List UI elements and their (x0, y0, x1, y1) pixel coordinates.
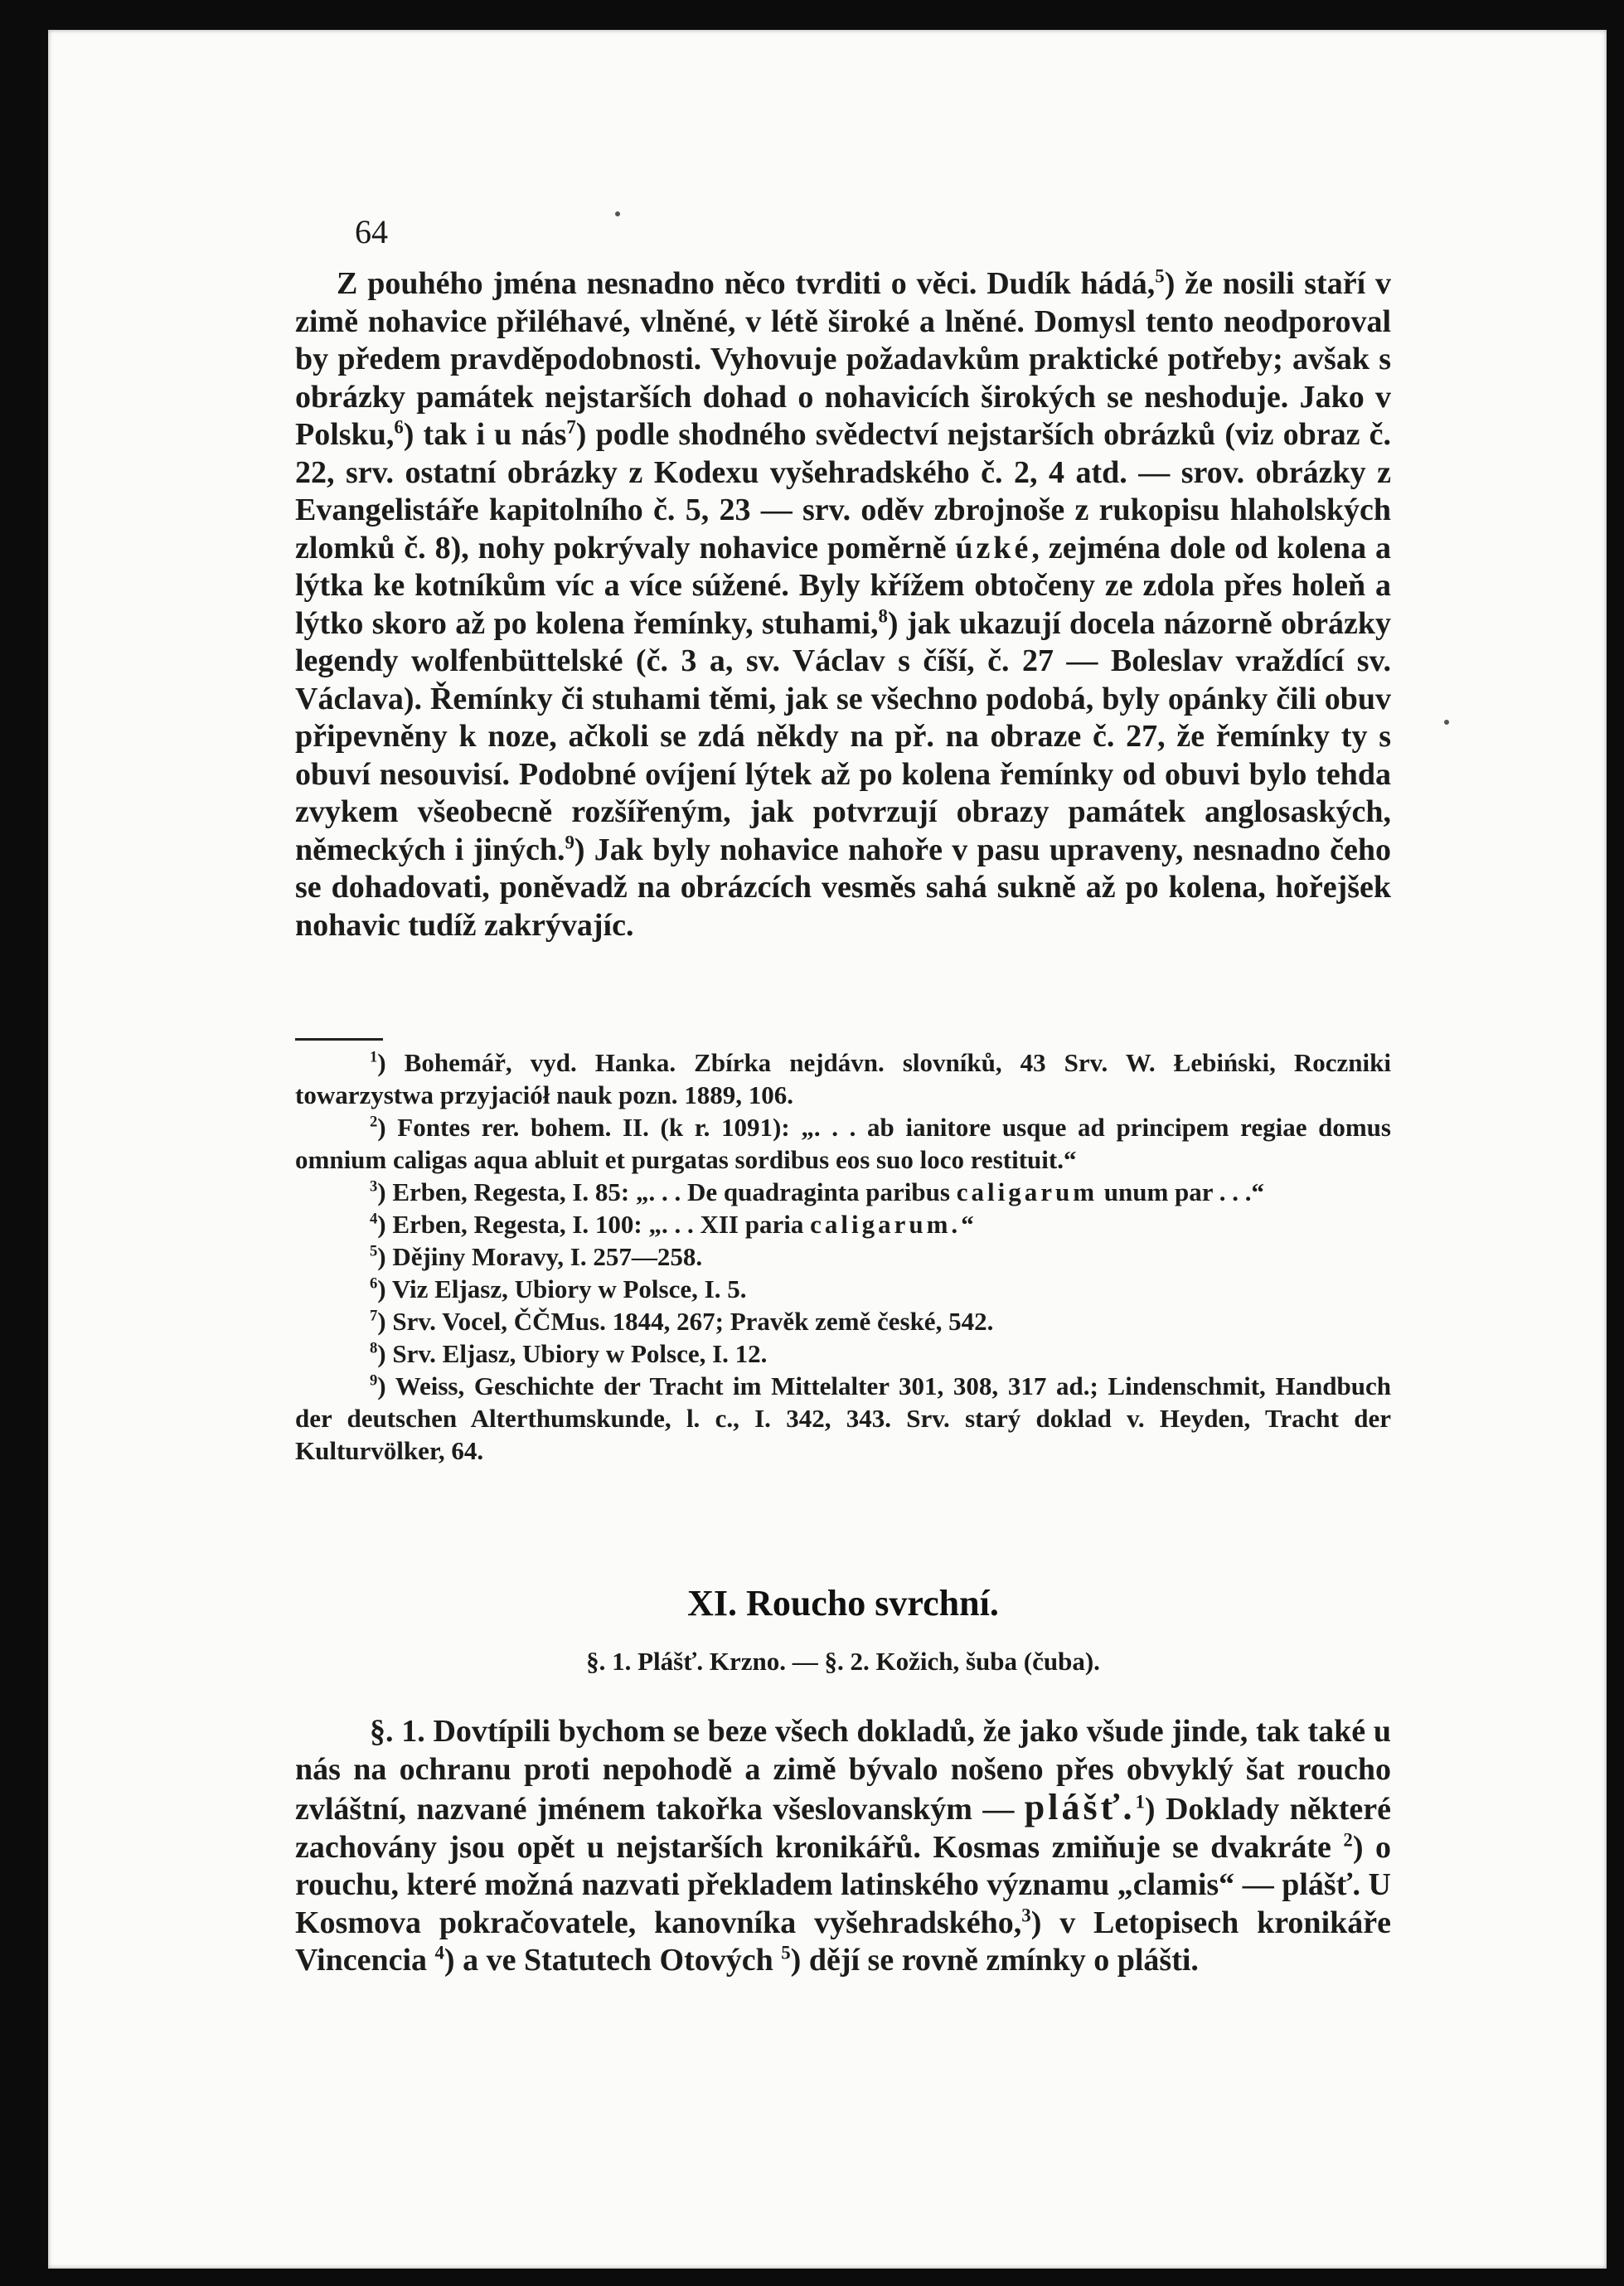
text-run: ) podle shodného svědectví nejstarších obrázků (viz obraz č. 22, srv. ostatní obrázky z Kodexu vyšehradského č. 2, 4 atd. — srov. obrázky z Evangelistáře kapitolního č. 5, 23 — srv. oděv zbrojnoše z rukopisu hlaholských zlomků č. 8), nohy pokrývaly nohavice poměrně (295, 417, 1391, 565)
footnote-6: $^6$) Viz Eljasz, Ubiory w Polsce, I. 5. (370, 1274, 747, 1303)
footnote-ref: 7 (566, 416, 576, 438)
page-number: 64 (355, 213, 388, 250)
footnote-mark: 5 (370, 1242, 378, 1260)
footnote-ref: 8 (878, 604, 888, 626)
text-run: ) dějí se rovně zmínky o plášti. (790, 1943, 1199, 1978)
spaced-emphasis: caligarum (956, 1177, 1098, 1206)
text-run: ) Doklady některé zachovány jsou opět u nejstarších kronikářů. Kosmas zmiňuje se dvakráte (295, 1792, 1392, 1865)
footnote-ref: 5 (781, 1942, 791, 1963)
text-run: Z pouhého jména nesnadno něco tvrditi o věci. Dudík hádá, (337, 266, 1156, 301)
footnote-text: Viz Eljasz, Ubiory w Polsce, I. 5. (391, 1274, 747, 1303)
footnote-text: Bohemář, vyd. Hanka. Zbírka nejdávn. slovníků, 43 Srv. W. Łebiński, Roczniki towarzystwa przyjaciół nauk pozn. 1889, 106. (295, 1048, 1391, 1109)
footnote-7: $^7$) Srv. Vocel, ČČMus. 1844, 267; Pravěk země české, 542. (370, 1307, 994, 1336)
paragraph-text (295, 1713, 1391, 1980)
footnote-ref: 4 (434, 1942, 444, 1963)
footnote-mark: 7 (370, 1307, 378, 1325)
spaced-emphasis: úzké (955, 530, 1032, 565)
footnote-mark: 4 (370, 1210, 378, 1228)
footnote-ref: 3 (1021, 1904, 1031, 1925)
spaced-emphasis: plášť. (1024, 1787, 1136, 1827)
text-run: ) o rouchu, které možná nazvati překladem latinského významu „clamis“ — plášť. U Kosmova pokračovatele, kanovníka vyšehradského, (295, 1829, 1391, 1940)
spaced-emphasis: caligarum. (810, 1210, 962, 1239)
paragraph-text (295, 265, 1391, 944)
footnote-ref: 6 (394, 416, 404, 438)
text-run: §. 1. Dovtípili bychom se beze všech dokladů, že jako všude jinde, tak také u nás na ochranu proti nepohodě a zimě bývalo nošeno přes obvyklý šat roucho zvláštní, nazvané jménem takořka všeslovanským — (295, 1714, 1391, 1827)
speck-mark (1444, 720, 1449, 725)
footnote-3: $^3$) Erben, Regesta, I. 85: „. . . De quadraginta paribus caligarum unum par . . .“ (370, 1177, 1265, 1206)
footnote-9: $^9$) Weiss, Geschichte der Tracht im Mittelalter 301, 308, 317 ad.; Lindenschmit, Handbuch der deutschen Alterthumskunde, l. c., I. 342, 343. Srv. starý doklad v. Heyden, Tracht der Kulturvölker, 64. (295, 1371, 1391, 1465)
footnote-divider (295, 1038, 383, 1041)
text-run: ) Jak byly nohavice nahoře v pasu upraveny, nesnadno čeho se dohadovati, poněvadž na obrázcích vesměs sahá sukně až po kolena, hořejšek nohavic tudíž zakrývajíc. (295, 832, 1391, 943)
footnote-mark: 6 (370, 1274, 378, 1293)
text-run: ) jak ukazují docela názorně obrázky legendy wolfenbüttelské (č. 3 a, sv. Václav s číší, č. 27 — Boleslav vraždící sv. Václava). Řemínky či stuhami těmi, jak se všechno podobá, byly opánky čili obuv připevněny k noze, ačkoli se zdá někdy na př. na obraze č. 27, že řemínky ty s obuví nesouvisí. Podobné ovíjení lýtek až po kolena řemínky od obuvi bylo tehda zvykem všeobecně rozšířeným, jak potvrzují obrazy památek anglosaských, německých i jiných. (295, 605, 1391, 867)
section-paragraph (295, 1713, 1391, 1980)
footnote-4: $^4$) Erben, Regesta, I. 100: „. . . XII paria caligarum.“ (370, 1210, 974, 1239)
footnote-ref: 9 (565, 831, 574, 852)
main-paragraph (295, 265, 1391, 944)
footnote-mark: 2 (370, 1113, 378, 1131)
text-run: , zejména dole od kolena a lýtka ke kotníkům víc a více súžené. Byly křížem obtočeny ze zdola přes holeň a lýtko skoro až po kolena řemínky, stuhami, (295, 530, 1391, 641)
footnotes (295, 1046, 1391, 1467)
footnote-text: “ (961, 1210, 974, 1239)
footnote-ref: 1 (1135, 1791, 1145, 1813)
text-run: ) a ve Statutech Otových (444, 1943, 773, 1978)
footnote-text: Erben, Regesta, I. 85: „. . . De quadraginta paribus (392, 1177, 950, 1206)
footnote-8: $^8$) Srv. Eljasz, Ubiory w Polsce, I. 12. (370, 1339, 768, 1368)
footnote-text: Weiss, Geschichte der Tracht im Mittelalter 301, 308, 317 ad.; Lindenschmit, Handbuch der deutschen Alterthumskunde, l. c., I. 342, 343. Srv. starý doklad v. Heyden, Tracht der Kulturvölker, 64. (295, 1371, 1391, 1465)
footnote-text: Erben, Regesta, I. 100: „. . . XII paria (392, 1210, 804, 1239)
footnote-mark: 3 (370, 1177, 378, 1196)
footnote-mark: 9 (370, 1371, 378, 1390)
footnote-1: $^1$) Bohemář, vyd. Hanka. Zbírka nejdávn. slovníků, 43 Srv. W. Łebiński, Roczniki towarzystwa przyjaciół nauk pozn. 1889, 106. (295, 1048, 1391, 1109)
footnote-text: Srv. Vocel, ČČMus. 1844, 267; Pravěk země české, 542. (392, 1307, 994, 1336)
footnote-mark: 8 (370, 1339, 378, 1357)
section-title: XI. Roucho svrchní. (687, 1583, 999, 1623)
speck-mark (615, 211, 620, 216)
footnote-mark: 1 (370, 1048, 378, 1066)
footnote-text: Dějiny Moravy, I. 257—258. (392, 1242, 703, 1271)
footnote-ref: 5 (1155, 265, 1165, 287)
section-subtitle: §. 1. Plášť. Krzno. — §. 2. Kožich, šuba (čuba). (586, 1647, 1100, 1676)
text-run: ) v Letopisech kronikáře Vincencia (295, 1905, 1391, 1978)
footnote-2: $^2$) Fontes rer. bohem. II. (k r. 1091): „. . . ab ianitore usque ad principem regiae domus omnium caligas aqua abluit et purgatas sordibus eos suo loco restituit.“ (295, 1113, 1391, 1174)
text-run: ) tak i u nás (403, 417, 567, 452)
footnote-5: $^5$) Dějiny Moravy, I. 257—258. (370, 1242, 703, 1271)
footnote-ref: 2 (1343, 1828, 1353, 1850)
text-run: ) že nosili staří v zimě nohavice přiléhavé, vlněné, v létě široké a lněné. Domysl tento neodporoval by předem pravděpodobnosti. Vyhovuje požadavkům praktické potřeby; avšak s obrázky památek nejstarších dohad o nohavicích širokých se neshoduje. Jako v Polsku, (295, 266, 1391, 452)
footnote-text: Fontes rer. bohem. II. (k r. 1091): „. . . ab ianitore usque ad principem regiae domus omnium caligas aqua abluit et purgatas sordibus eos suo loco restituit.“ (295, 1113, 1391, 1174)
footnote-text: unum par . . .“ (1103, 1177, 1265, 1206)
footnote-text: Srv. Eljasz, Ubiory w Polsce, I. 12. (392, 1339, 768, 1368)
